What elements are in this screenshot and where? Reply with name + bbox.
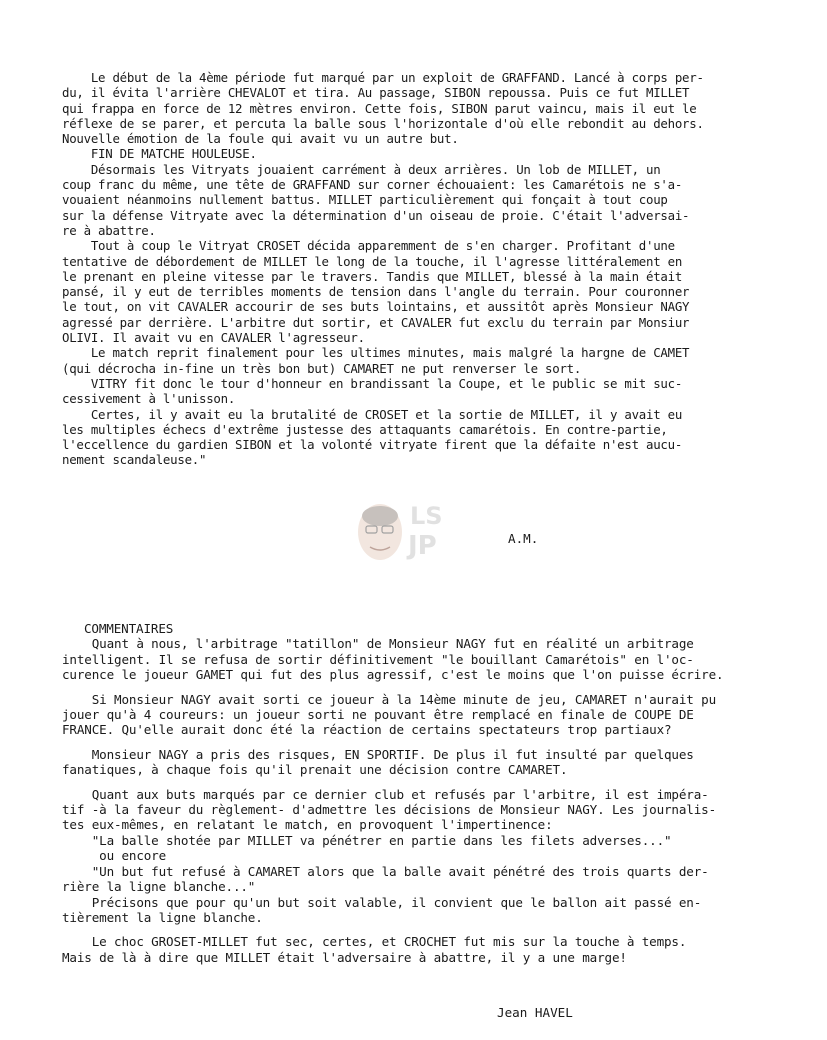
commentaires-line: jouer qu'à 4 coureurs: un joueur sorti ne pouvant être remplacé en finale de COUPE DE — [62, 707, 694, 723]
article-line: coup franc du même, une tête de GRAFFAND sur corner échouaient: les Camarétois ne s'a- — [62, 177, 683, 193]
article-line: nement scandaleuse." — [62, 452, 207, 468]
article-signature: A.M. — [508, 531, 539, 546]
article-line: cessivement à l'unisson. — [62, 391, 236, 407]
commentaires-paragraph-1 — [62, 636, 782, 682]
svg-text:JP: JP — [408, 531, 437, 561]
article-line: pansé, il y eut de terribles moments de tension dans l'angle du terrain. Pour couronner — [62, 284, 690, 300]
watermark-logo — [348, 492, 458, 572]
article-line: le tout, on vit CAVALER accourir de ses buts lointains, et aussitôt après Monsieur NAGY — [62, 299, 690, 315]
commentaires-section — [62, 621, 782, 965]
article-line: l'eccellence du gardien SIBON et la volonté vitryate firent que la défaite n'est aucu- — [62, 437, 683, 453]
article-line: Le début de la 4ème période fut marqué par un exploit de GRAFFAND. Lancé à corps per- — [62, 70, 704, 85]
article-line: Certes, il y avait eu la brutalité de CROSET et la sortie de MILLET, il y avait eu — [62, 406, 683, 422]
article-line: vouaient néanmoins nullement battus. MILLET particulièrement qui fonçait à tout coup — [62, 192, 668, 208]
commentaires-line: curence le joueur GAMET qui fut des plus agressif, c'est le moins que l'on puisse écrire. — [62, 667, 724, 683]
commentaires-line: ou encore — [62, 848, 167, 864]
commentaires-paragraph-3 — [62, 747, 782, 778]
commentaires-line: Si Monsieur NAGY avait sorti ce joueur à la 14ème minute de jeu, CAMARET n'aurait pu — [62, 691, 717, 707]
article-line: le prenant en pleine vitesse par le travers. Tandis que MILLET, blessé à la main était — [62, 268, 683, 284]
article-line: (qui décrocha in-fine un très bon but) CAMARET ne put renverser le sort. — [62, 360, 582, 376]
commentaires-line: "La balle shotée par MILLET va pénétrer en partie dans les filets adverses..." — [62, 832, 672, 848]
article-line: OLIVI. Il avait vu en CAVALER l'agresseur. — [62, 330, 365, 346]
article-line: Tout à coup le Vitryat CROSET décida apparemment de s'en charger. Profitant d'une — [62, 238, 675, 254]
commentaires-line: "Un but fut refusé à CAMARET alors que la balle avait pénétré des trois quarts der- — [62, 863, 709, 879]
article-line: agressé par derrière. L'arbitre dut sortir, et CAVALER fut exclu du terrain par Monsiur — [62, 314, 690, 330]
commentaires-heading: COMMENTAIRES — [84, 621, 174, 636]
commentaires-line: Le choc GROSET-MILLET fut sec, certes, et CROCHET fut mis sur la touche à temps. — [62, 934, 687, 950]
commentaires-line: tif -à la faveur du règlement- d'admettre les décisions de Monsieur NAGY. Les journalis- — [62, 802, 717, 818]
commentaires-line: intelligent. Il se refusa de sortir définitivement "le bouillant Camarétois" en l'oc- — [62, 651, 694, 667]
article-line: les multiples échecs d'extrême justesse des attaquants camarétois. En contre-partie, — [62, 421, 668, 437]
article-line: réflexe de se parer, et percuta la balle sous l'horizontale d'où elle rebondit au dehors. — [62, 115, 704, 131]
article-line: VITRY fit donc le tour d'honneur en brandissant la Coupe, et le public se mit suc- — [62, 375, 683, 391]
commentaires-line: Précisons que pour qu'un but soit valable, il convient que le ballon ait passé en- — [62, 894, 702, 910]
commentaires-line: Monsieur NAGY a pris des risques, EN SPORTIF. De plus il fut insulté par quelques — [62, 746, 694, 762]
article-line: du, il évita l'arrière CHEVALOT et tira. Au passage, SIBON repoussa. Puis ce fut MILLET — [62, 85, 690, 101]
commentaires-line: fanatiques, à chaque fois qu'il prenait une décision contre CAMARET. — [62, 762, 568, 778]
article-line: tentative de débordement de MILLET le long de la touche, il l'agresse littéralement en — [62, 253, 683, 269]
article-line: Nouvelle émotion de la foule qui avait vu un autre but. — [62, 131, 459, 147]
commentaires-line: rière la ligne blanche..." — [62, 879, 256, 895]
commentaires-line: tes eux-mêmes, en relatant le match, en provoquent l'impertinence: — [62, 817, 553, 833]
commentaires-paragraph-4 — [62, 787, 782, 926]
commentaires-line: Quant aux buts marqués par ce dernier club et refusés par l'arbitre, il est impéra- — [62, 786, 709, 802]
svg-text:LS: LS — [410, 502, 443, 530]
commentaires-line: tièrement la ligne blanche. — [62, 909, 263, 925]
commentaires-paragraph-5 — [62, 934, 782, 965]
article-line: Le match reprit finalement pour les ultimes minutes, mais malgré la hargne de CAMET — [62, 345, 690, 361]
commentaires-paragraph-2 — [62, 692, 782, 738]
article-line: re à abattre. — [62, 222, 156, 238]
commentaires-line: Quant à nous, l'arbitrage "tatillon" de Monsieur NAGY fut en réalité un arbitrage — [62, 636, 694, 652]
article-line: FIN DE MATCHE HOULEUSE. — [62, 146, 257, 162]
article-line: Désormais les Vitryats jouaient carrément à deux arrières. Un lob de MILLET, un — [62, 161, 661, 177]
article-line: sur la défense Vitryate avec la détermination d'un oiseau de proie. C'était l'adversai- — [62, 207, 690, 223]
article-text — [62, 70, 782, 468]
commentaires-line: Mais de là à dire que MILLET était l'adversaire à abattre, il y a une marge! — [62, 949, 627, 965]
commentaires-line: FRANCE. Qu'elle aurait donc été la réaction de certains spectateurs trop partiaux? — [62, 722, 672, 738]
article-line: qui frappa en force de 12 mètres environ. Cette fois, SIBON parut vaincu, mais il eut le — [62, 100, 697, 116]
commentaires-signature: Jean HAVEL — [497, 1005, 573, 1020]
